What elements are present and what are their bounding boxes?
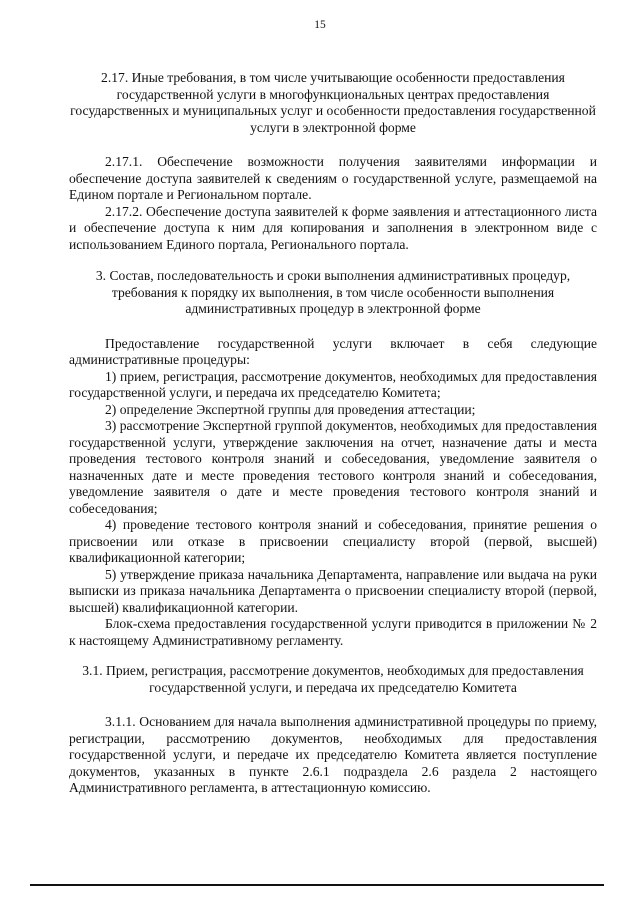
page-number: 15 (314, 19, 326, 31)
section-heading-2-17: 2.17. Иные требования, в том числе учитывающие особенности предоставления государственной услуги в многофункциональных центрах предоставления государственных и муниципальных услуг и особенности предоставления государственной услуги в электронной форме (70, 70, 596, 135)
section-heading-3: 3. Состав, последовательность и сроки выполнения административных процедур, требования к порядку их выполнения, в том числе особенности выполнения административных процедур в электронной форме (95, 268, 571, 316)
paragraph-2-17-1: 2.17.1. Обеспечение возможности получения заявителями информации и обеспечение доступа заявителей к сведениям о государственной услуге, размещаемой на Едином портале и Региональном портале. (69, 154, 597, 202)
list-item-1: 1) прием, регистрация, рассмотрение документов, необходимых для предоставления государственной услуги, и передача их председателю Комитета; (69, 368, 597, 400)
list-item-2: 2) определение Экспертной группы для проведения аттестации; (105, 401, 476, 417)
list-item-5: 5) утверждение приказа начальника Департамента, направление или выдача на руки выписки из приказа начальника Департамента о присвоении специалисту второй (первой, высшей) квалификационной категории. (69, 566, 597, 615)
paragraph-block-scheme: Блок-схема предоставления государственной услуги приводится в приложении № 2 к настоящему Административному регламенту. (69, 616, 597, 648)
paragraph-intro: Предоставление государственной услуги включает в себя следующие административные процедуры: (69, 335, 597, 367)
list-item-4: 4) проведение тестового контроля знаний и собеседования, принятие решения о присвоении или отказе в присвоении специалисту второй (первой, высшей) квалификационной категории; (69, 517, 597, 565)
paragraph-2-17-2: 2.17.2. Обеспечение доступа заявителей к форме заявления и аттестационного листа и обеспечение доступа к ним для копирования и заполнения в электронном виде с использованием Единого портала, Регионального портала. (69, 203, 597, 252)
document-body (69, 70, 597, 797)
section-heading-3-1: 3.1. Прием, регистрация, рассмотрение документов, необходимых для предоставления государственной услуги, и передача их председателю Комитета (82, 663, 584, 695)
list-item-3: 3) рассмотрение Экспертной группой документов, необходимых для предоставления государственной услуги, утверждение заключения на отчет, назначение даты и места проведения тестового контроля знаний и собеседования, уведомление заявителя о назначенных дате и месте проведения тестового контроля знаний и собеседования, уведомление заявителя о дате и месте проведения тестового контроля знаний и собеседования; (69, 418, 597, 516)
bottom-rule (30, 884, 604, 886)
paragraph-3-1-1: 3.1.1. Основанием для начала выполнения административной процедуры по приему, регистрации, рассмотрению документов, необходимых для предоставления государственной услуги, и передаче их председателю Комитета является поступление документов, указанных в пункте 2.6.1 подраздела 2.6 раздела 2 настоящего Административного регламента, в аттестационную комиссию. (69, 714, 597, 795)
